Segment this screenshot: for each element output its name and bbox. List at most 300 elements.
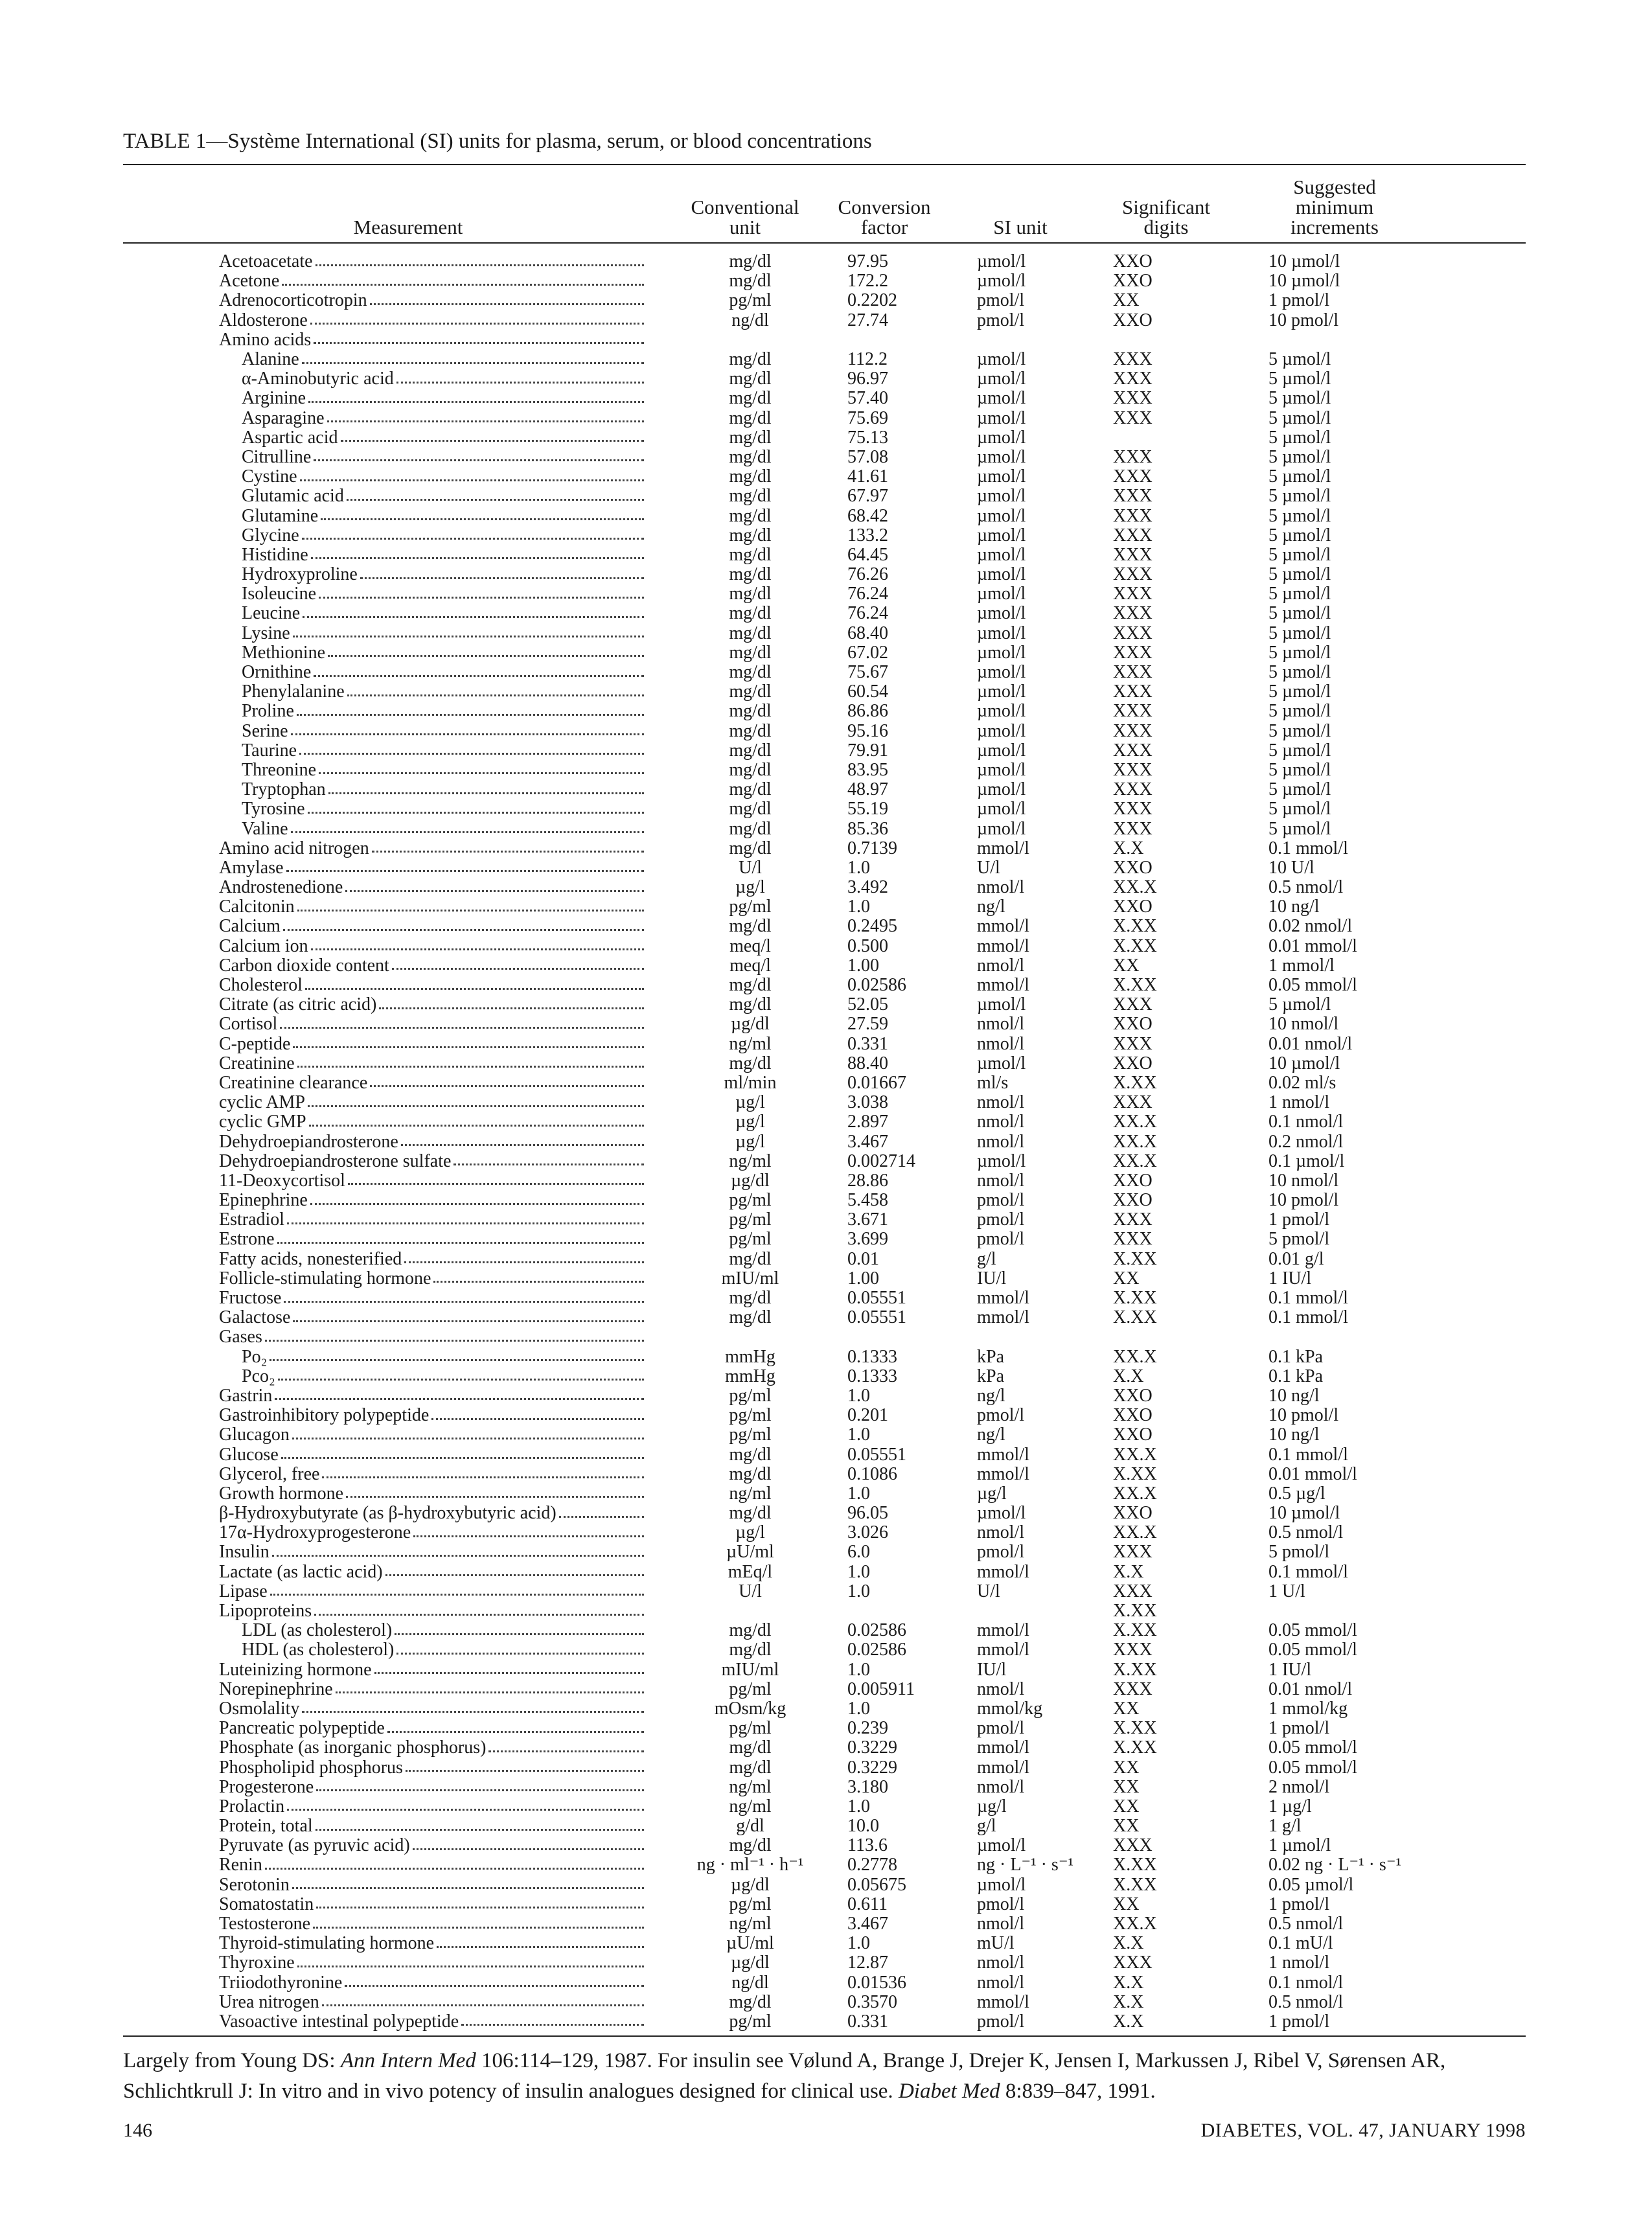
measurement-leader-wrap	[219, 799, 653, 819]
measurement-name: Luteinizing hormone	[219, 1660, 374, 1680]
minimum-increment-cell: 10 nmol/l	[1268, 1014, 1339, 1035]
measurement-name: Phenylalanine	[242, 682, 347, 702]
si-unit-cell: mmol/l	[977, 838, 1029, 858]
si-unit-cell: mmol/l	[977, 1308, 1029, 1328]
measurement-name: Amino acids	[219, 330, 314, 350]
dot-leader	[396, 382, 644, 384]
minimum-increment-cell: 1 g/l	[1268, 1817, 1302, 1837]
si-unit-cell: mmol/kg	[977, 1699, 1043, 1719]
conventional-unit-cell: mg/dl	[729, 1758, 772, 1778]
si-unit-cell: pmol/l	[977, 1542, 1025, 1563]
dot-leader	[347, 499, 644, 501]
measurement-cell	[219, 291, 653, 310]
si-unit-cell: µmol/l	[977, 1053, 1026, 1073]
minimum-increment-cell: 1 mmol/kg	[1268, 1699, 1348, 1719]
minimum-increment-cell: 10 µmol/l	[1268, 271, 1340, 292]
conversion-factor-cell: 1.0	[847, 897, 870, 917]
table-row	[219, 956, 1463, 976]
table-row	[219, 1269, 1463, 1289]
conversion-factor-cell: 0.2202	[847, 291, 897, 311]
measurement-leader-wrap	[219, 1523, 653, 1542]
table-row	[219, 897, 1463, 917]
conversion-factor-cell: 12.87	[847, 1953, 888, 1973]
measurement-leader-wrap	[219, 271, 653, 291]
measurement-name: Galactose	[219, 1308, 293, 1327]
significant-digits-cell: XXX	[1113, 1034, 1153, 1054]
significant-digits-cell: XXX	[1113, 1953, 1153, 1973]
si-unit-cell: µmol/l	[977, 545, 1026, 565]
significant-digits-cell: XXO	[1113, 1406, 1153, 1426]
measurement-name: Ornithine	[242, 663, 314, 682]
si-unit-cell: µmol/l	[977, 623, 1026, 643]
conversion-factor-cell: 95.16	[847, 721, 888, 741]
table-row	[219, 1093, 1463, 1112]
conversion-factor-cell: 67.97	[847, 487, 888, 507]
si-unit-cell: mmol/l	[977, 1992, 1029, 2012]
measurement-name: Glutamine	[242, 507, 321, 526]
conversion-factor-cell: 3.467	[847, 1914, 888, 1934]
measurement-name: Amylase	[219, 858, 286, 878]
measurement-cell	[219, 1855, 653, 1875]
measurement-leader-wrap	[219, 1973, 653, 1993]
table-row	[219, 1601, 1463, 1621]
measurement-name: Estradiol	[219, 1210, 287, 1230]
si-unit-cell: pmol/l	[977, 1894, 1025, 1914]
conversion-factor-cell: 57.40	[847, 389, 888, 409]
conversion-factor-cell: 88.40	[847, 1053, 888, 1073]
significant-digits-cell: XX.X	[1113, 1523, 1157, 1543]
measurement-leader-wrap	[219, 761, 653, 780]
conventional-unit-cell: mg/dl	[729, 1640, 772, 1660]
conventional-unit-cell: mg/dl	[729, 447, 772, 467]
minimum-increment-cell: 5 µmol/l	[1268, 604, 1331, 624]
conventional-unit-cell: µg/l	[735, 878, 765, 898]
si-unit-cell: pmol/l	[977, 310, 1025, 330]
table-row	[219, 1035, 1463, 1054]
minimum-increment-cell: 10 pmol/l	[1268, 310, 1339, 330]
dot-leader	[300, 479, 644, 481]
conventional-unit-cell: µU/ml	[726, 1934, 774, 1954]
measurement-cell	[219, 624, 653, 643]
dot-leader	[308, 812, 644, 814]
conversion-factor-cell: 0.005911	[847, 1679, 915, 1699]
table-row	[219, 702, 1463, 721]
minimum-increment-cell: 0.02 ng · L⁻¹ · s⁻¹	[1268, 1855, 1401, 1875]
measurement-name: cyclic GMP	[219, 1112, 309, 1132]
conversion-factor-cell: 97.95	[847, 252, 888, 272]
conversion-factor-cell: 60.54	[847, 682, 888, 702]
measurement-leader-wrap	[219, 1914, 653, 1934]
significant-digits-cell: XXO	[1113, 1386, 1153, 1406]
minimum-increment-cell: 5 µmol/l	[1268, 565, 1331, 585]
dot-leader	[345, 1985, 644, 1987]
significant-digits-cell: XXX	[1113, 525, 1153, 545]
table-row	[219, 369, 1463, 389]
si-unit-cell: µmol/l	[977, 408, 1026, 428]
dot-leader	[270, 1359, 644, 1361]
table-row	[219, 545, 1463, 565]
table-row	[219, 917, 1463, 936]
conversion-factor-cell: 1.0	[847, 1562, 870, 1582]
minimum-increment-cell: 5 µmol/l	[1268, 799, 1331, 820]
measurement-name: Fatty acids, nonesterified	[219, 1250, 404, 1269]
measurement-cell	[219, 1014, 653, 1034]
conventional-unit-cell: mg/dl	[729, 760, 772, 780]
dot-leader	[379, 1007, 644, 1009]
significant-digits-cell: X.XX	[1113, 1073, 1157, 1093]
significant-digits-cell: X.XX	[1113, 1719, 1157, 1739]
measurement-name: Histidine	[242, 545, 311, 565]
measurement-cell	[219, 2012, 653, 2032]
si-unit-cell: µg/l	[977, 1484, 1007, 1504]
measurement-leader-wrap	[219, 1073, 653, 1093]
dot-leader	[284, 1301, 644, 1303]
measurement-leader-wrap	[219, 1367, 653, 1386]
conventional-unit-cell: U/l	[739, 1581, 762, 1601]
dot-leader	[287, 1222, 644, 1224]
minimum-increment-cell: 0.01 mmol/l	[1268, 936, 1357, 956]
dot-leader	[305, 988, 644, 990]
table-row	[219, 1406, 1463, 1425]
conventional-unit-cell: mg/dl	[729, 1288, 772, 1309]
measurement-leader-wrap	[219, 428, 653, 448]
measurement-name: 11-Deoxycortisol	[219, 1171, 348, 1191]
dot-leader	[406, 1770, 644, 1772]
minimum-increment-cell: 10 ng/l	[1268, 1386, 1320, 1406]
measurement-leader-wrap	[219, 1601, 653, 1621]
si-unit-cell: U/l	[977, 1581, 1000, 1601]
measurement-leader-wrap	[219, 1035, 653, 1054]
measurement-name: Tryptophan	[242, 780, 328, 799]
table-row	[219, 1484, 1463, 1504]
dot-leader	[297, 910, 644, 911]
measurement-leader-wrap	[219, 1778, 653, 1797]
measurement-cell	[219, 663, 653, 682]
conversion-factor-cell: 0.05551	[847, 1445, 906, 1465]
measurement-leader-wrap	[219, 780, 653, 799]
measurement-leader-wrap	[219, 1014, 653, 1034]
dot-leader	[321, 518, 644, 520]
dot-leader	[431, 1418, 644, 1420]
measurement-name: Leucine	[242, 604, 303, 623]
significant-digits-cell: XX	[1113, 1894, 1140, 1914]
significant-digits-cell: X.XX	[1113, 1288, 1157, 1309]
minimum-increment-cell: 0.1 mmol/l	[1268, 1288, 1348, 1309]
conversion-factor-cell: 0.7139	[847, 838, 897, 858]
measurement-cell	[219, 1836, 653, 1855]
minimum-increment-cell: 5 µmol/l	[1268, 525, 1331, 545]
conventional-unit-cell: mg/dl	[729, 369, 772, 389]
dot-leader	[322, 1476, 644, 1478]
measurement-name: Taurine	[242, 741, 299, 761]
footnote: Largely from Young DS: Ann Intern Med 106:114–129, 1987. For insulin see Vølund A, Brange J, Drejer K, Jensen I, Markussen J, Ribel V, Sørensen AR, Schlichtkrull J: In vitro and in vivo potency of insulin analogues designed for clinical use. Diabet Med 8:839–847, 1991.	[123, 2049, 1446, 2103]
measurement-name: Lipase	[219, 1582, 270, 1601]
conventional-unit-cell: mg/dl	[729, 623, 772, 643]
measurement-cell	[219, 1680, 653, 1699]
minimum-increment-cell: 5 µmol/l	[1268, 545, 1331, 565]
table-row	[219, 448, 1463, 467]
dot-leader	[437, 1946, 644, 1948]
table-row	[219, 291, 1463, 310]
measurement-name: cyclic AMP	[219, 1093, 308, 1112]
significant-digits-cell	[1113, 1327, 1268, 1347]
minimum-increment-cell: 10 µmol/l	[1268, 1504, 1340, 1524]
measurement-name: Growth hormone	[219, 1484, 346, 1504]
minimum-increment-cell: 0.1 nmol/l	[1268, 1973, 1344, 1993]
si-unit-cell: nmol/l	[977, 1112, 1025, 1132]
measurement-name: Thyroxine	[219, 1953, 297, 1973]
si-unit-cell: nmol/l	[977, 1171, 1025, 1191]
dot-leader	[372, 851, 644, 853]
table-row	[219, 741, 1463, 761]
conversion-factor-cell: 133.2	[847, 525, 888, 545]
minimum-increment-cell	[1268, 1327, 1463, 1347]
measurement-leader-wrap	[219, 409, 653, 428]
conventional-unit-cell: mg/dl	[729, 389, 772, 409]
measurement-name: Estrone	[219, 1230, 277, 1249]
significant-digits-cell: XXX	[1113, 760, 1153, 780]
measurement-name: Follicle-stimulating hormone	[219, 1269, 433, 1289]
dot-leader	[293, 636, 644, 637]
si-unit-cell: nmol/l	[977, 1014, 1025, 1035]
measurement-name: Renin	[219, 1855, 265, 1875]
significant-digits-cell: X.X	[1113, 1973, 1144, 1993]
minimum-increment-cell: 0.05 mmol/l	[1268, 1758, 1357, 1778]
conversion-factor-cell: 85.36	[847, 819, 888, 839]
dot-leader	[265, 1340, 644, 1342]
dot-leader	[315, 264, 644, 266]
conventional-unit-cell: mg/dl	[729, 1249, 772, 1269]
significant-digits-cell: X.XX	[1113, 1621, 1157, 1641]
significant-digits-cell: XX.X	[1113, 1914, 1157, 1934]
conversion-factor-cell: 1.0	[847, 1796, 870, 1817]
significant-digits-cell: XXX	[1113, 799, 1153, 820]
significant-digits-cell: XXX	[1113, 702, 1153, 722]
si-unit-cell: µmol/l	[977, 428, 1026, 448]
measurement-cell	[219, 1582, 653, 1601]
si-unit-cell: µmol/l	[977, 780, 1026, 800]
measurement-name: Hydroxyproline	[242, 565, 360, 584]
measurement-name: Dehydroepiandrosterone sulfate	[219, 1152, 453, 1171]
conversion-factor-cell: 76.24	[847, 604, 888, 624]
conventional-unit-cell: mg/dl	[729, 349, 772, 370]
dot-leader	[385, 1574, 644, 1576]
si-unit-cell: nmol/l	[977, 1093, 1025, 1113]
significant-digits-cell: X.XX	[1113, 1308, 1157, 1328]
measurement-cell	[219, 506, 653, 525]
measurement-name: Tyrosine	[242, 799, 308, 819]
si-unit-cell: µmol/l	[977, 799, 1026, 820]
measurement-name: β-Hydroxybutyrate (as β-hydroxybutyric acid)	[219, 1504, 559, 1523]
dot-leader	[291, 733, 644, 735]
conventional-unit-cell: g/dl	[736, 1817, 764, 1837]
measurement-name: Epinephrine	[219, 1191, 310, 1210]
table-row	[219, 1758, 1463, 1777]
dot-leader	[302, 362, 644, 364]
measurement-cell	[219, 1621, 653, 1640]
measurement-leader-wrap	[219, 878, 653, 897]
conversion-factor-cell: 76.26	[847, 565, 888, 585]
minimum-increment-cell: 5 µmol/l	[1268, 349, 1331, 370]
measurement-leader-wrap	[219, 1680, 653, 1699]
measurement-cell	[219, 428, 653, 448]
dot-leader	[293, 1320, 644, 1322]
minimum-increment-cell: 5 µmol/l	[1268, 389, 1331, 409]
measurement-leader-wrap	[219, 487, 653, 506]
minimum-increment-cell: 5 µmol/l	[1268, 428, 1331, 448]
minimum-increment-cell: 5 µmol/l	[1268, 623, 1331, 643]
minimum-increment-cell: 0.02 ml/s	[1268, 1073, 1337, 1093]
si-unit-cell: µmol/l	[977, 1151, 1026, 1171]
dot-leader	[277, 1242, 644, 1244]
measurement-cell	[219, 819, 653, 838]
significant-digits-cell: XX	[1113, 1758, 1140, 1778]
table-row	[219, 1054, 1463, 1073]
dot-leader	[280, 1027, 644, 1029]
dot-leader	[404, 1261, 644, 1263]
measurement-leader-wrap	[219, 1250, 653, 1269]
table-row	[219, 1367, 1463, 1386]
table-row	[219, 1445, 1463, 1464]
measurement-name: Glutamic acid	[242, 487, 347, 506]
measurement-name: Fructose	[219, 1289, 284, 1308]
table-row	[219, 1855, 1463, 1875]
conversion-factor-cell: 79.91	[847, 740, 888, 761]
measurement-name: Protein, total	[219, 1817, 315, 1836]
conversion-factor-cell: 0.02586	[847, 1640, 906, 1660]
minimum-increment-cell: 10 pmol/l	[1268, 1406, 1339, 1426]
conversion-factor-cell: 1.0	[847, 1934, 870, 1954]
dot-leader	[309, 1125, 644, 1127]
significant-digits-cell: XXX	[1113, 721, 1153, 741]
dot-leader	[270, 1594, 644, 1596]
significant-digits-cell: XXO	[1113, 1425, 1153, 1445]
minimum-increment-cell: 1 U/l	[1268, 1581, 1305, 1601]
measurement-leader-wrap	[219, 545, 653, 565]
conversion-factor-cell: 0.1333	[847, 1366, 897, 1386]
measurement-cell	[219, 1563, 653, 1582]
dot-leader	[316, 1789, 644, 1791]
measurement-name: C-peptide	[219, 1035, 293, 1054]
minimum-increment-cell: 0.05 mmol/l	[1268, 1738, 1357, 1758]
minimum-increment-cell: 5 µmol/l	[1268, 740, 1331, 761]
measurement-name: Asparagine	[242, 409, 327, 428]
table-row	[219, 1797, 1463, 1817]
measurement-name: Urea nitrogen	[219, 1993, 322, 2012]
dot-leader	[311, 557, 644, 559]
measurement-name: Triiodothyronine	[219, 1973, 345, 1993]
conventional-unit-cell: mg/dl	[729, 506, 772, 526]
measurement-cell	[219, 1738, 653, 1758]
table-row	[219, 1504, 1463, 1523]
table-row	[219, 506, 1463, 525]
dot-leader	[287, 1809, 644, 1811]
table-row	[219, 1582, 1463, 1601]
si-unit-cell: nmol/l	[977, 1777, 1025, 1797]
minimum-increment-cell: 5 µmol/l	[1268, 584, 1331, 604]
significant-digits-cell: XXX	[1113, 369, 1153, 389]
conventional-unit-cell: ng/ml	[729, 1034, 772, 1054]
si-unit-cell: nmol/l	[977, 1953, 1025, 1973]
measurement-cell	[219, 839, 653, 858]
dot-leader	[314, 1614, 644, 1616]
dot-leader	[314, 675, 644, 677]
dot-leader	[413, 1848, 644, 1850]
conventional-unit-cell: pg/ml	[729, 1719, 772, 1739]
table-row	[219, 1993, 1463, 2012]
si-unit-cell: µmol/l	[977, 487, 1026, 507]
measurement-leader-wrap	[219, 369, 653, 389]
header-suggested-increments: Suggested minimum increments	[1290, 176, 1379, 238]
si-unit-cell: pmol/l	[977, 2012, 1025, 2032]
dot-leader	[308, 401, 644, 403]
minimum-increment-cell: 5 µmol/l	[1268, 819, 1331, 839]
measurement-cell	[219, 1817, 653, 1836]
significant-digits-cell: X.X	[1113, 1562, 1144, 1582]
measurement-leader-wrap	[219, 937, 653, 956]
measurement-name: Calcium	[219, 917, 283, 936]
measurement-cell	[219, 1993, 653, 2012]
significant-digits-cell: XX.X	[1113, 878, 1157, 898]
table-row	[219, 1171, 1463, 1191]
si-unit-cell: µmol/l	[977, 349, 1026, 370]
measurement-leader-wrap	[219, 1542, 653, 1562]
conversion-factor-cell	[847, 330, 977, 350]
conversion-factor-cell: 172.2	[847, 271, 888, 292]
conventional-unit-cell: pg/ml	[729, 1679, 772, 1699]
dot-leader	[413, 1535, 644, 1537]
measurement-name: Glucagon	[219, 1425, 292, 1445]
measurement-name: Citrulline	[242, 448, 314, 467]
dot-leader	[348, 1183, 644, 1185]
minimum-increment-cell: 0.1 kPa	[1268, 1347, 1323, 1367]
table-row	[219, 1152, 1463, 1171]
si-unit-cell: mmol/l	[977, 975, 1029, 996]
significant-digits-cell: XXX	[1113, 1581, 1153, 1601]
table-row	[219, 682, 1463, 702]
dot-leader	[396, 1653, 644, 1655]
header-measurement: Measurement	[353, 216, 463, 238]
conventional-unit-cell: mg/dl	[729, 702, 772, 722]
top-rule	[123, 164, 1526, 165]
measurement-cell	[219, 722, 653, 741]
measurement-name: Cystine	[242, 467, 300, 487]
table-row	[219, 350, 1463, 369]
si-unit-cell	[977, 1327, 1113, 1347]
conventional-unit-cell: mOsm/kg	[714, 1699, 786, 1719]
header-rule	[123, 242, 1526, 244]
significant-digits-cell: XXX	[1113, 467, 1153, 487]
measurement-name: Progesterone	[219, 1778, 316, 1797]
dot-leader	[297, 714, 644, 716]
table-row	[219, 1191, 1463, 1210]
conversion-factor-cell: 0.239	[847, 1719, 888, 1739]
dot-leader	[395, 1633, 644, 1635]
table-row	[219, 584, 1463, 604]
minimum-increment-cell: 0.1 mmol/l	[1268, 1308, 1348, 1328]
measurement-cell	[219, 897, 653, 917]
measurement-cell	[219, 1797, 653, 1817]
conversion-factor-cell: 28.86	[847, 1171, 888, 1191]
measurement-cell	[219, 1953, 653, 1973]
measurement-cell	[219, 1640, 653, 1660]
significant-digits-cell: XXX	[1113, 819, 1153, 839]
significant-digits-cell: XXX	[1113, 506, 1153, 526]
measurement-name: Somatostatin	[219, 1895, 316, 1914]
measurement-cell	[219, 369, 653, 389]
measurement-cell	[219, 271, 653, 291]
dot-leader	[314, 342, 644, 344]
